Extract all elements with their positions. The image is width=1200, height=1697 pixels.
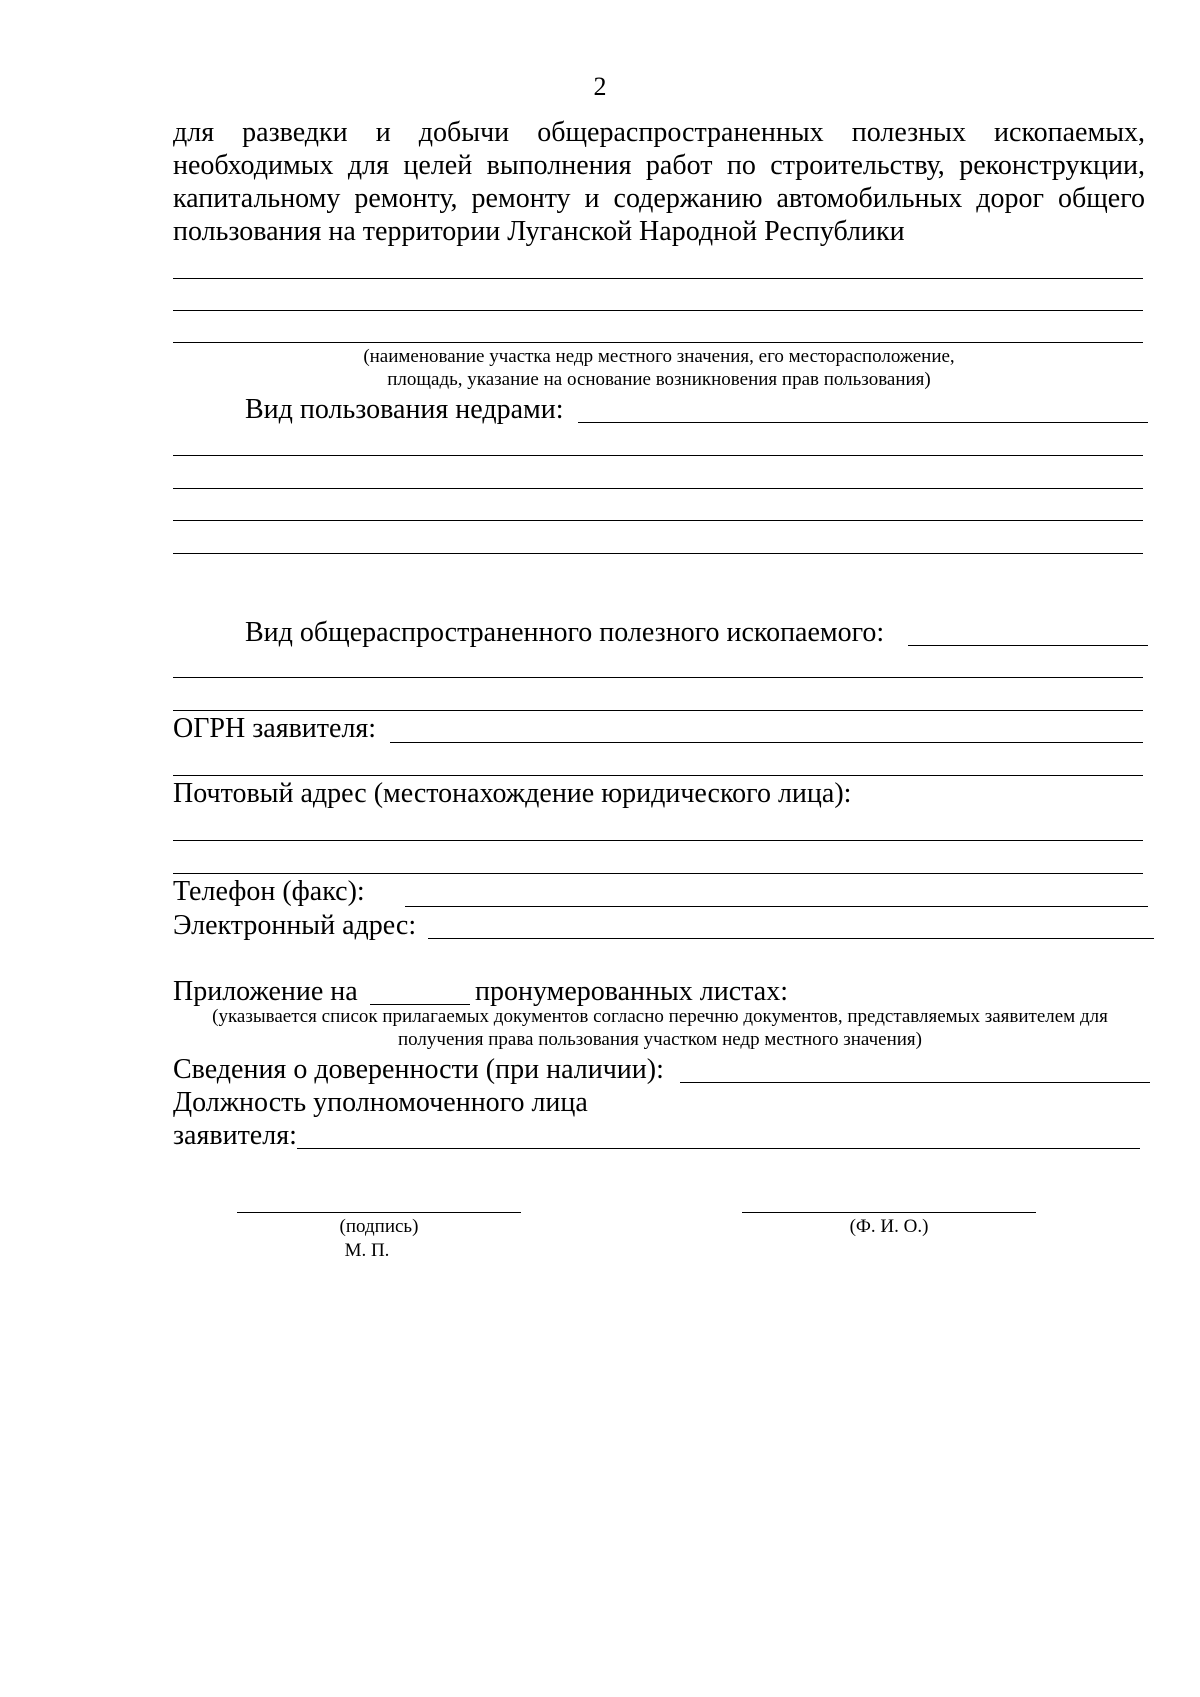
attachment-note-line-1: (указывается список прилагаемых документов согласно перечню документов, представляемых заявителем для	[212, 1006, 1108, 1027]
intro-line-3: капитальному ремонту, ремонту и содержанию автомобильных дорог общего	[173, 183, 1145, 214]
intro-paragraph	[173, 116, 1145, 248]
subsoil-site-caption-line-1: (наименование участка недр местного значения, его месторасположение,	[363, 346, 955, 367]
attachment-suffix: пронумерованных листах:	[475, 976, 788, 1007]
mineral-type-label: Вид общераспространенного полезного ископаемого:	[245, 617, 885, 648]
power-of-attorney-blank-line[interactable]	[680, 1082, 1150, 1083]
phone-label: Телефон (факс):	[173, 876, 365, 907]
mineral-type-extra-line-2[interactable]	[173, 710, 1143, 711]
postal-address-line-2[interactable]	[173, 873, 1143, 874]
page-number: 2	[593, 72, 607, 101]
email-label: Электронный адрес:	[173, 910, 417, 941]
position-label-line-2: заявителя:	[173, 1120, 297, 1151]
subsoil-site-blank-line-2[interactable]	[173, 310, 1143, 311]
intro-line-4: пользования на территории Луганской Народной Республики	[173, 216, 905, 247]
ogrn-extra-line[interactable]	[173, 775, 1143, 776]
attachment-note-line-2: получения права пользования участком недр местного значения)	[398, 1029, 922, 1050]
full-name-caption: (Ф. И. О.)	[849, 1216, 929, 1237]
position-label-line-1: Должность уполномоченного лица	[173, 1087, 588, 1118]
subsoil-use-extra-line-2[interactable]	[173, 488, 1143, 489]
postal-address-line-1[interactable]	[173, 840, 1143, 841]
postal-address-label: Почтовый адрес (местонахождение юридического лица):	[173, 778, 852, 809]
position-blank-line[interactable]	[297, 1148, 1140, 1149]
full-name-blank-line[interactable]	[742, 1212, 1036, 1213]
attachment-count-blank[interactable]	[370, 1004, 470, 1005]
signature-blank-line[interactable]	[237, 1212, 521, 1213]
subsoil-site-blank-line-1[interactable]	[173, 278, 1143, 279]
subsoil-use-label: Вид пользования недрами:	[245, 394, 564, 425]
subsoil-site-blank-line-3[interactable]	[173, 342, 1143, 343]
intro-line-1: для разведки и добычи общераспространенных полезных ископаемых,	[173, 117, 1145, 148]
stamp-caption: М. П.	[344, 1240, 390, 1261]
signature-caption: (подпись)	[339, 1216, 419, 1237]
subsoil-site-caption-line-2: площадь, указание на основание возникновения прав пользования)	[387, 369, 931, 390]
power-of-attorney-label: Сведения о доверенности (при наличии):	[173, 1054, 664, 1085]
mineral-type-extra-line-1[interactable]	[173, 677, 1143, 678]
subsoil-use-extra-line-1[interactable]	[173, 455, 1143, 456]
subsoil-use-blank-line[interactable]	[578, 422, 1148, 423]
intro-line-2: необходимых для целей выполнения работ по строительству, реконструкции,	[173, 150, 1145, 181]
attachment-prefix: Приложение на	[173, 976, 358, 1007]
phone-blank-line[interactable]	[405, 906, 1148, 907]
ogrn-blank-line[interactable]	[390, 742, 1143, 743]
ogrn-label: ОГРН заявителя:	[173, 713, 377, 744]
subsoil-use-extra-line-4[interactable]	[173, 553, 1143, 554]
subsoil-use-extra-line-3[interactable]	[173, 520, 1143, 521]
mineral-type-blank-line[interactable]	[908, 645, 1148, 646]
email-blank-line[interactable]	[428, 938, 1154, 939]
